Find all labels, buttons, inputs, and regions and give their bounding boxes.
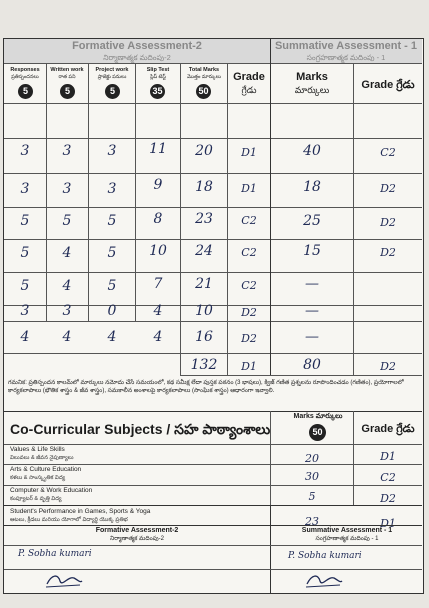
cc-max-badge: 50 bbox=[309, 424, 326, 441]
cell: 5 bbox=[20, 213, 30, 229]
subject-telugu: విలువలు & జీవన నైపుణ్యాలు bbox=[10, 455, 74, 461]
col-project bbox=[90, 67, 134, 81]
formative-subtitle: నిర్మాణాత్మక మదింపు-2 bbox=[103, 53, 171, 62]
cell: 4 bbox=[62, 278, 72, 294]
max-badge: 50 bbox=[196, 84, 211, 99]
cell: 24 bbox=[195, 243, 213, 259]
grid-line bbox=[4, 444, 422, 445]
sig-summative-header bbox=[272, 526, 422, 544]
cell: C2 bbox=[241, 246, 257, 259]
cell: 8 bbox=[153, 211, 163, 227]
cell: 10 bbox=[149, 243, 167, 259]
grid-line bbox=[227, 353, 228, 375]
cell: 0 bbox=[107, 303, 117, 319]
cell: 5 bbox=[62, 213, 72, 229]
grade-header bbox=[228, 71, 270, 97]
subject-grade: D1 bbox=[380, 517, 396, 530]
grid-line bbox=[353, 63, 354, 353]
cell: D2 bbox=[380, 182, 396, 195]
sig-formative-header bbox=[4, 526, 270, 544]
col-label: Written work bbox=[50, 67, 84, 73]
grid-line bbox=[4, 173, 422, 174]
cell: 5 bbox=[107, 245, 117, 261]
max-badge: 35 bbox=[150, 84, 165, 99]
cell: 40 bbox=[303, 143, 321, 159]
subject-telugu: కళలు & సాంస్కృతిక విద్య bbox=[10, 475, 66, 481]
col-label: Slip Test bbox=[146, 67, 170, 73]
cell: D1 bbox=[241, 146, 257, 159]
grid-line bbox=[270, 411, 271, 505]
cell: 23 bbox=[195, 211, 213, 227]
grid-line bbox=[4, 138, 422, 139]
cell: 25 bbox=[303, 213, 321, 229]
subject-marks: 20 bbox=[305, 452, 319, 465]
cell: D1 bbox=[241, 182, 257, 195]
cell: 3 bbox=[62, 143, 72, 159]
note-text: గమనిక: ప్రతిస్పందన కాలమ్‌లో మార్కులు నమోదు చేసే సమయంలో, కథ సమీక్ష లేదా పుస్తక పఠనం (3 భాషలు), క్విజ్ గణిత ప్రశ్నలను రూపొందించడం (గణితం), ప్రయోగాలలో కార్యకలాపాలు (భౌతిక శాస్త్రం & జీవ శాస్త్రం), సమకాలీన అంశాలపై కార్యకలాపాలు (సాంఘిక శాస్త్రం) ఆధారంగా ఇవ్వాలి. bbox=[8, 380, 404, 394]
cell: C2 bbox=[241, 279, 257, 292]
grid-line bbox=[4, 207, 422, 208]
cc-marks-label: Marks మార్కులు bbox=[293, 413, 343, 420]
grid-line bbox=[270, 39, 271, 353]
sig-formative-subtitle: నిర్మాణాత్మక మదింపు-2 bbox=[109, 536, 165, 542]
col-label: Total Marks bbox=[188, 67, 220, 73]
total-marks: 132 bbox=[190, 357, 218, 373]
subject-name: Computer & Work Education bbox=[10, 487, 93, 494]
grid-line bbox=[4, 321, 422, 322]
grade-label: Grade bbox=[233, 71, 265, 83]
col-sub: రాత పని bbox=[58, 74, 76, 80]
grid-line bbox=[88, 63, 89, 321]
col-responses bbox=[6, 67, 44, 81]
subject-name: Arts & Culture Education bbox=[10, 466, 82, 473]
sig-summative-subtitle: సంగ్రహణాత్మక మదింపు - 1 bbox=[315, 536, 379, 542]
cell: — bbox=[305, 303, 319, 319]
cell: 18 bbox=[195, 179, 213, 195]
grid-line bbox=[353, 353, 354, 375]
col-label: Responses bbox=[10, 67, 40, 73]
sig-summative-title: Summative Assessment - 1 bbox=[301, 527, 393, 534]
summative-title: Summative Assessment - 1 bbox=[274, 40, 418, 52]
col-sub: ప్రతిస్పందనలు bbox=[11, 74, 39, 80]
cell: — bbox=[305, 329, 319, 345]
cell: 15 bbox=[303, 243, 321, 259]
grid-line bbox=[4, 239, 422, 240]
cocurricular-title: Co-Curricular Subjects / సహ పాఠ్యాంశాలు bbox=[10, 421, 271, 437]
cell: C2 bbox=[241, 214, 257, 227]
grid-line bbox=[270, 505, 271, 593]
grade2-header: Grade గ్రేడు bbox=[361, 79, 415, 91]
subject-telugu: ఆటలు, క్రీడలు మరియు యోగాలో విద్యార్థి యొక్క ప్రతిభ bbox=[10, 517, 128, 523]
marks-header bbox=[272, 71, 352, 97]
summative-grade: D2 bbox=[380, 360, 396, 373]
summative-initial-mark bbox=[304, 572, 344, 590]
grid-line bbox=[135, 63, 136, 321]
max-badge: 5 bbox=[18, 84, 33, 99]
cell: 16 bbox=[195, 329, 213, 345]
col-slip bbox=[137, 67, 179, 81]
cell: 7 bbox=[153, 276, 163, 292]
summative-banner bbox=[270, 39, 422, 64]
cell: 5 bbox=[107, 213, 117, 229]
cell: 21 bbox=[195, 276, 213, 292]
cell: D2 bbox=[380, 246, 396, 259]
max-badge: 5 bbox=[60, 84, 75, 99]
cell: 3 bbox=[62, 181, 72, 197]
subject-marks: 30 bbox=[305, 470, 319, 483]
formative-initial-mark bbox=[44, 572, 84, 590]
cell: — bbox=[305, 276, 319, 292]
grid-line bbox=[4, 103, 422, 104]
grid-line bbox=[270, 353, 271, 375]
grid-line bbox=[46, 63, 47, 321]
cell: 5 bbox=[20, 245, 30, 261]
summative-teacher-signature: P. Sobha kumari bbox=[288, 551, 362, 561]
col-sub: ప్రాజెక్టు పనులు bbox=[97, 74, 127, 80]
cell: C2 bbox=[380, 146, 396, 159]
cell: 3 bbox=[107, 143, 117, 159]
cell: 5 bbox=[20, 278, 30, 294]
subject-row bbox=[10, 508, 268, 524]
grid-line bbox=[227, 63, 228, 353]
subject-telugu: కంప్యూటర్ & వృత్తి విద్య bbox=[10, 496, 62, 502]
formative-teacher-signature: P. Sobha kumari bbox=[18, 549, 92, 559]
cell: 20 bbox=[195, 143, 213, 159]
cell: 5 bbox=[107, 278, 117, 294]
subject-marks: 5 bbox=[308, 490, 316, 503]
cell: 11 bbox=[149, 141, 167, 157]
summative-subtitle: సంగ్రహణాత్మక మదింపు - 1 bbox=[306, 53, 386, 62]
marks-label: Marks bbox=[296, 71, 328, 83]
subject-marks: 23 bbox=[305, 515, 319, 528]
formative-title: Formative Assessment-2 bbox=[72, 40, 202, 52]
cell: D2 bbox=[380, 216, 396, 229]
subject-row bbox=[10, 466, 268, 482]
cell: 3 bbox=[107, 181, 117, 197]
subject-row bbox=[10, 487, 268, 503]
col-written bbox=[48, 67, 86, 81]
section-divider bbox=[4, 411, 422, 412]
formative-banner bbox=[4, 39, 270, 64]
grid-line bbox=[4, 569, 422, 570]
col-sub: స్లిప్ టెస్ట్ bbox=[150, 74, 166, 80]
grid-line bbox=[353, 411, 354, 505]
subject-grade: D2 bbox=[380, 492, 396, 505]
cell: 3 bbox=[20, 143, 30, 159]
col-total bbox=[182, 67, 226, 81]
cell: 18 bbox=[303, 179, 321, 195]
cc-grade-label: Grade గ్రేడు bbox=[361, 423, 415, 435]
marks-sub: మార్కులు bbox=[294, 85, 330, 95]
cell: 10 bbox=[195, 303, 213, 319]
assessment-sheet bbox=[3, 38, 424, 594]
cell: D2 bbox=[241, 306, 257, 319]
cell: 4 bbox=[20, 329, 30, 345]
cell: 4 bbox=[153, 329, 163, 345]
cell: 3 bbox=[20, 303, 30, 319]
grid-line bbox=[4, 353, 422, 354]
sig-formative-title: Formative Assessment-2 bbox=[95, 527, 179, 534]
cell: 4 bbox=[62, 329, 72, 345]
grid-line bbox=[180, 63, 181, 353]
cell: 4 bbox=[107, 329, 117, 345]
summative-marks: 80 bbox=[303, 357, 321, 373]
cell: 4 bbox=[153, 303, 163, 319]
cell: D2 bbox=[241, 332, 257, 345]
subject-row bbox=[10, 446, 268, 462]
subject-name: Values & Life Skills bbox=[10, 446, 65, 453]
grade-sub: గ్రేడు bbox=[241, 85, 257, 95]
cell: 4 bbox=[62, 245, 72, 261]
cell: 3 bbox=[62, 303, 72, 319]
subject-name: Student's Performance in Games, Sports & Yoga bbox=[10, 508, 151, 515]
grid-line bbox=[180, 375, 422, 376]
grid-line bbox=[180, 353, 181, 375]
col-label: Project work bbox=[95, 67, 129, 73]
cell: 3 bbox=[20, 181, 30, 197]
col-sub: మొత్తం మార్కులు bbox=[187, 74, 221, 80]
subject-grade: C2 bbox=[380, 471, 396, 484]
total-grade: D1 bbox=[241, 360, 257, 373]
grid-line bbox=[4, 545, 422, 546]
max-badge: 5 bbox=[105, 84, 120, 99]
cell: 9 bbox=[153, 177, 163, 193]
grid-line bbox=[4, 272, 422, 273]
subject-grade: D1 bbox=[380, 450, 396, 463]
